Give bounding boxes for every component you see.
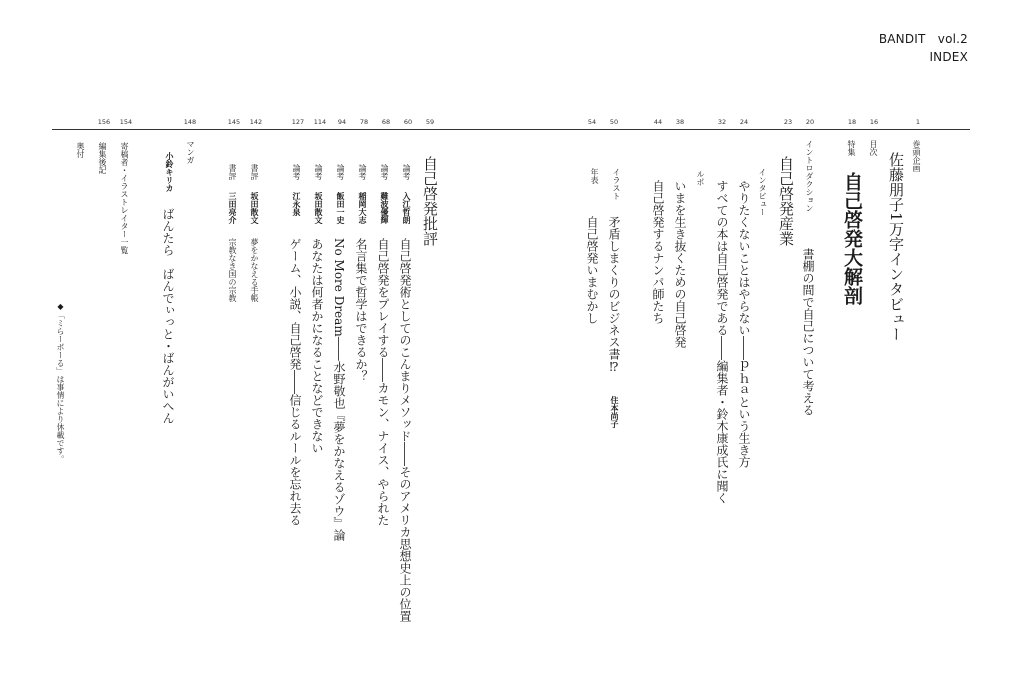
entry-title: 自己啓発いまむかし bbox=[585, 216, 599, 324]
entry-label: マンガ bbox=[186, 140, 195, 164]
essay-author: 江永泉 bbox=[292, 192, 301, 216]
page-number: 16 bbox=[869, 118, 879, 126]
entry-label: 年表 bbox=[590, 168, 599, 184]
page-number: 54 bbox=[587, 118, 597, 126]
page-number: 68 bbox=[381, 118, 391, 126]
essay-label: 論考 bbox=[314, 164, 323, 180]
page-number: 142 bbox=[249, 118, 263, 126]
page-number: 50 bbox=[609, 118, 619, 126]
magazine-title: BANDIT vol.2 bbox=[878, 32, 968, 46]
review-author: 三田亮介 bbox=[228, 192, 237, 224]
entry-author: 住本尚子 bbox=[610, 396, 619, 428]
essay-label: 論考 bbox=[336, 164, 345, 180]
essay-title: あなたは何者かになることなどできない bbox=[310, 238, 324, 454]
essay-author: 飯田一史 bbox=[336, 192, 345, 224]
page-number: 156 bbox=[97, 118, 111, 126]
essay-title: 自己啓発術としてのこんまりメソッド――そのアメリカ思想史上の位置 bbox=[398, 238, 412, 622]
essay-author: 坂田散文 bbox=[314, 192, 323, 224]
index-heading: INDEX bbox=[929, 50, 968, 64]
essay-label: 論考 bbox=[358, 164, 367, 180]
entry-title: 佐藤朋子1万字インタビュー bbox=[887, 152, 905, 342]
essay-label: 論考 bbox=[380, 164, 389, 180]
manga-title: ばんたら ばんでぃっと・ばんがいへん bbox=[161, 208, 175, 424]
page-number: 148 bbox=[183, 118, 197, 126]
entry-title: 寄稿者・イラストレイター一覧 bbox=[120, 142, 129, 254]
page-number: 1 bbox=[915, 118, 921, 126]
page-number: 24 bbox=[739, 118, 749, 126]
entry-title: 矛盾しまくりのビジネス書⁉ bbox=[607, 216, 621, 374]
notice-text: ◆「ミらーボーる」は事情により休載です。 bbox=[56, 302, 65, 463]
review-label: 書評 bbox=[228, 164, 237, 180]
review-label: 書評 bbox=[250, 164, 259, 180]
entry-label: 特集 bbox=[847, 140, 856, 156]
entry-title: 書棚の間で自己について考える bbox=[801, 248, 815, 416]
manga-author: 小鈴キリカ bbox=[165, 152, 174, 192]
section-heading: 自己啓発産業 bbox=[777, 156, 795, 246]
essay-title: 名言集で哲学はできるか？ bbox=[354, 238, 368, 382]
entry-title: いまを生き抜くための自己啓発 bbox=[673, 180, 687, 348]
entry-title: すべての本は自己啓発である――編集者・鈴木康成氏に聞く bbox=[715, 180, 729, 504]
page-number: 127 bbox=[291, 118, 305, 126]
essay-label: 論考 bbox=[292, 164, 301, 180]
essay-author: 稲岡大志 bbox=[358, 192, 367, 224]
page-number: 145 bbox=[227, 118, 241, 126]
entry-label: イントロダクション bbox=[805, 140, 814, 212]
page-number: 59 bbox=[425, 118, 435, 126]
page-number: 60 bbox=[403, 118, 413, 126]
essay-label: 論考 bbox=[402, 164, 411, 180]
essay-author: 難波優輝 bbox=[380, 192, 389, 224]
entry-label: 巻頭企画 bbox=[912, 140, 921, 172]
essay-title: ゲーム、小説、自己啓発――信じるルールを忘れ去る bbox=[288, 238, 302, 526]
entry-label: イラスト bbox=[612, 168, 621, 200]
essay-author: 入江哲朗 bbox=[402, 192, 411, 224]
entry-label: 目次 bbox=[869, 140, 878, 156]
divider-rule bbox=[52, 129, 970, 130]
entry-title: 奥付 bbox=[76, 142, 85, 158]
feature-title: 自己啓発大解剖 bbox=[841, 172, 863, 305]
essay-title: No More Dream――水野敬也『夢をかなえるゾウ』論 bbox=[332, 238, 346, 541]
page-number: 44 bbox=[653, 118, 663, 126]
page-number: 18 bbox=[847, 118, 857, 126]
entry-title: 編集後記 bbox=[98, 142, 107, 174]
page-number: 20 bbox=[805, 118, 815, 126]
page-number: 94 bbox=[337, 118, 347, 126]
page-number: 154 bbox=[119, 118, 133, 126]
entry-title: 自己啓発するナンパ師たち bbox=[651, 180, 665, 324]
entry-label: ルポ bbox=[696, 170, 705, 186]
page-number: 78 bbox=[359, 118, 369, 126]
page-number: 38 bbox=[675, 118, 685, 126]
page-number: 32 bbox=[717, 118, 727, 126]
review-author: 坂田散文 bbox=[250, 192, 259, 224]
entry-title: やりたくないことはやらない――ｐｈａという生き方 bbox=[737, 180, 751, 468]
review-title: 宗教なき国の宗教 bbox=[228, 238, 237, 302]
essay-title: 自己啓発をプレイする――カモン、ナイス、やられた bbox=[376, 238, 390, 526]
entry-label: インタビュー bbox=[758, 168, 767, 216]
page-number: 23 bbox=[783, 118, 793, 126]
page-number: 114 bbox=[313, 118, 327, 126]
review-title: 夢をかなえる手帳 bbox=[250, 238, 259, 302]
section-heading: 自己啓発批評 bbox=[421, 156, 439, 246]
